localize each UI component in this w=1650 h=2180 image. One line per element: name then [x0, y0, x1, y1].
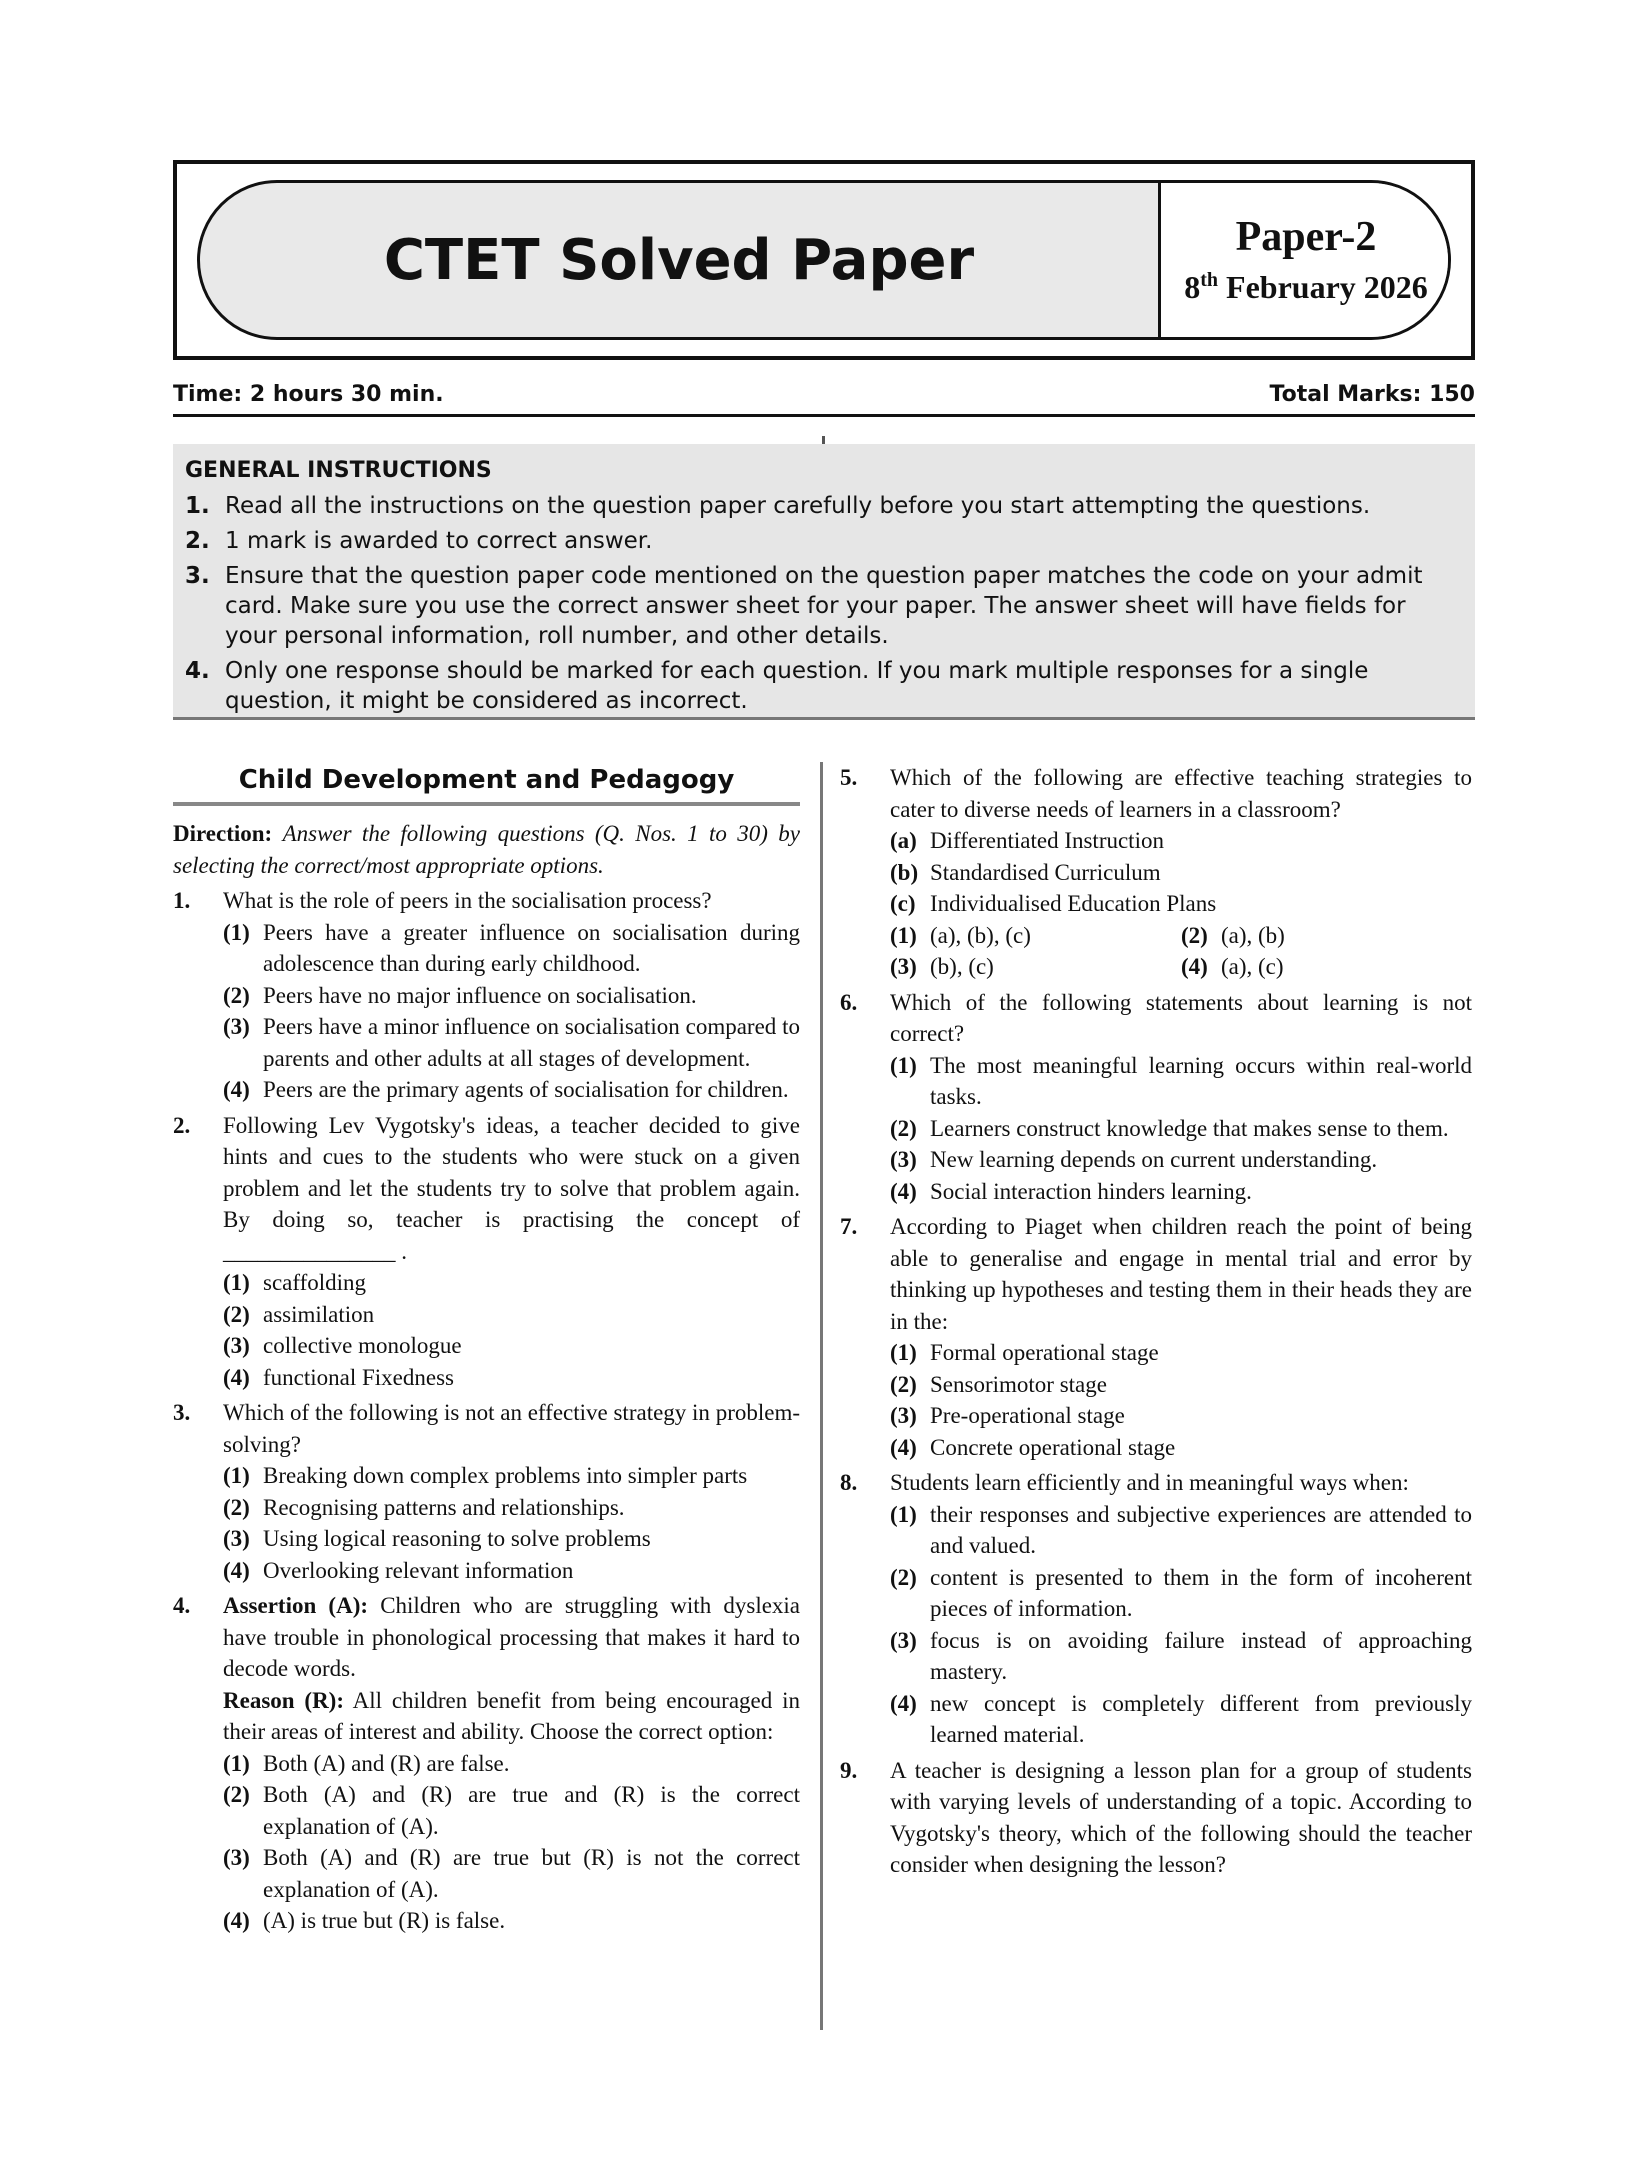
date-rest: February 2026 [1226, 268, 1428, 305]
option-label: (4) [890, 1434, 917, 1460]
option-label: (2) [890, 1371, 917, 1397]
option-text: focus is on avoiding failure instead of approaching mastery. [930, 1627, 1472, 1684]
option-label: (3) [890, 954, 917, 979]
reason-label: Reason (R): [223, 1687, 344, 1713]
answer-option [223, 1330, 800, 1362]
question-text: What is the role of peers in the socialisation process? [223, 888, 712, 913]
paper-name: Paper-2 [1235, 213, 1377, 260]
question-8 [840, 1467, 1472, 1751]
option-text: functional Fixedness [263, 1364, 454, 1390]
question-5 [840, 762, 1472, 983]
instruction-item [185, 656, 1463, 716]
section-direction [173, 818, 800, 881]
instruction-item [185, 491, 1463, 521]
option-label: (2) [223, 1301, 250, 1327]
option-text: Recognising patterns and relationships. [263, 1494, 625, 1520]
question-number: 5. [840, 765, 858, 790]
paper-info [1161, 183, 1451, 337]
question-6 [840, 987, 1472, 1208]
instruction-text: Ensure that the question paper code mentioned on the question paper matches the code on your admit card. Make sure you use the correct answer sheet for your paper. The answer sheet will have fields for your personal information, roll number, and other details. [225, 563, 1423, 649]
question-body [223, 1110, 800, 1394]
instruction-text: 1 mark is awarded to correct answer. [225, 528, 653, 554]
date-suffix: th [1200, 268, 1219, 291]
instruction-text: Read all the instructions on the question paper carefully before you start attempting the questions. [225, 493, 1371, 519]
instruction-text: Only one response should be marked for each question. If you mark multiple responses for a single question, it might be considered as incorrect. [225, 658, 1369, 714]
question-body [223, 1397, 800, 1586]
option-text: Breaking down complex problems into simpler parts [263, 1463, 748, 1488]
question-body [890, 1467, 1472, 1751]
option-label: (2) [223, 1494, 250, 1520]
option-text: (a), (b) [1221, 922, 1285, 948]
answer-option [890, 1113, 1472, 1145]
option-label: (4) [1181, 954, 1208, 979]
question-9 [840, 1755, 1472, 1881]
statement-label: (a) [890, 828, 917, 853]
option-text: Both (A) and (R) are true but (R) is not the correct explanation of (A). [263, 1845, 800, 1902]
instruction-number: 4. [185, 658, 210, 684]
question-body [890, 1211, 1472, 1463]
option-label: (3) [890, 1147, 917, 1172]
center-marker [822, 436, 825, 444]
question-text: A teacher is designing a lesson plan for a group of students with varying levels of understanding of a topic. According to Vygotsky's theory, which of the following should the teacher consider when designing the lesson? [890, 1757, 1472, 1877]
question-number: 4. [173, 1593, 191, 1618]
assertion-text: Children who are struggling with dyslexia have trouble in phonological processing that makes it hard to decode words. [223, 1593, 801, 1681]
statement-text: Standardised Curriculum [930, 859, 1161, 885]
answer-option [223, 1748, 800, 1780]
answer-option [223, 1779, 800, 1842]
time-label: Time: 2 hours 30 min. [173, 381, 444, 407]
option-label: (1) [223, 919, 250, 945]
question-text: Which of the following is not an effective strategy in problem-solving? [223, 1400, 800, 1457]
option-text: Peers are the primary agents of socialisation for children. [263, 1077, 789, 1102]
option-text: collective monologue [263, 1333, 462, 1358]
option-label: (1) [890, 1052, 917, 1078]
option-label: (1) [890, 922, 917, 948]
option-text: Overlooking relevant information [263, 1557, 574, 1583]
question-4 [173, 1590, 800, 1937]
question-text: Students learn efficiently and in meaningful ways when: [890, 1470, 1409, 1495]
statement-label: (b) [890, 859, 919, 885]
statement-text: Differentiated Instruction [930, 828, 1164, 853]
option-label: (4) [223, 1364, 250, 1390]
instruction-number: 1. [185, 493, 210, 519]
statement-item [890, 825, 1472, 857]
option-label: (1) [223, 1750, 250, 1776]
question-7 [840, 1211, 1472, 1463]
option-text: Learners construct knowledge that makes sense to them. [930, 1115, 1449, 1141]
answer-option [223, 1267, 800, 1299]
question-body [890, 987, 1472, 1208]
option-label: (1) [890, 1340, 917, 1365]
answer-option [890, 1050, 1472, 1113]
question-text: Following Lev Vygotsky's ideas, a teacher decided to give hints and cues to the students who were stuck on a given problem and let the students try to solve that problem again. By doing so, teacher is practising the concept of _______________ . [223, 1112, 800, 1264]
answer-option [890, 1562, 1472, 1625]
option-text: Concrete operational stage [930, 1434, 1176, 1460]
answer-option [1181, 920, 1472, 952]
option-text: The most meaningful learning occurs within real-world tasks. [930, 1052, 1472, 1109]
answer-option [223, 1299, 800, 1331]
question-number: 3. [173, 1400, 191, 1425]
question-3 [173, 1397, 800, 1586]
header-banner [173, 160, 1475, 360]
option-label: (3) [890, 1627, 917, 1653]
instruction-number: 3. [185, 563, 210, 589]
question-number: 9. [840, 1757, 858, 1783]
assertion-label: Assertion (A): [223, 1593, 369, 1618]
page-title: CTET Solved Paper [383, 227, 975, 293]
option-grid [890, 920, 1472, 983]
question-text: Which of the following are effective teaching strategies to cater to diverse needs of learners in a classroom? [890, 765, 1472, 822]
answer-option [223, 1842, 800, 1905]
question-number: 1. [173, 888, 191, 913]
option-label: (3) [223, 1333, 250, 1358]
option-label: (1) [890, 1501, 917, 1527]
reason [223, 1685, 800, 1748]
question-body [223, 1590, 800, 1937]
answer-option [890, 1625, 1472, 1688]
option-label: (3) [890, 1403, 917, 1428]
option-label: (4) [890, 1178, 917, 1204]
reason-text: All children benefit from being encouraged in their areas of interest and ability. [223, 1687, 800, 1744]
answer-option [890, 1176, 1472, 1208]
question-body [890, 1755, 1472, 1881]
option-label: (2) [890, 1564, 917, 1590]
option-label: (3) [223, 1014, 250, 1039]
answer-option [890, 1144, 1472, 1176]
question-body [890, 762, 1472, 983]
instruction-item [185, 526, 1463, 556]
option-label: (4) [223, 1908, 250, 1933]
answer-option [223, 1074, 800, 1106]
option-text: (A) is true but (R) is false. [263, 1908, 506, 1933]
exam-meta [173, 376, 1475, 412]
statement-text: Individualised Education Plans [930, 891, 1217, 916]
option-text: new concept is completely different from previously learned material. [930, 1690, 1472, 1747]
option-text: their responses and subjective experiences are attended to and valued. [930, 1501, 1472, 1558]
date-day: 8 [1184, 268, 1201, 305]
answer-option [890, 1688, 1472, 1751]
question-body [223, 885, 800, 1106]
option-text: (a), (c) [1221, 954, 1284, 979]
option-label: (4) [223, 1557, 250, 1583]
option-text: Sensorimotor stage [930, 1371, 1107, 1397]
answer-option [890, 951, 1181, 983]
question-text: Which of the following statements about learning is not correct? [890, 989, 1472, 1046]
question-2 [173, 1110, 800, 1394]
question-number: 6. [840, 989, 858, 1015]
answer-option [223, 917, 800, 980]
left-column [173, 762, 800, 1941]
option-text: Both (A) and (R) are true and (R) is the correct explanation of (A). [263, 1782, 800, 1839]
statement-item [890, 888, 1472, 920]
meta-divider [173, 414, 1475, 417]
answer-option [223, 980, 800, 1012]
marks-label: Total Marks: 150 [1269, 381, 1475, 407]
answer-option [223, 1523, 800, 1555]
option-label: (3) [223, 1526, 250, 1551]
option-label: (1) [223, 1270, 250, 1295]
option-label: (4) [223, 1077, 250, 1102]
answer-option [223, 1460, 800, 1492]
option-text: Peers have a minor influence on socialisation compared to parents and other adults at all stages of development. [263, 1014, 800, 1071]
question-number: 8. [840, 1470, 858, 1495]
answer-option [890, 1400, 1472, 1432]
column-divider [820, 762, 823, 2030]
option-text: assimilation [263, 1301, 375, 1327]
question-number: 2. [173, 1112, 191, 1138]
answer-option [890, 1432, 1472, 1464]
direction-label: Direction: [173, 821, 273, 846]
answer-option [223, 1555, 800, 1587]
answer-option [223, 1905, 800, 1937]
choose-prompt: Choose the correct option: [529, 1719, 774, 1744]
option-text: (a), (b), (c) [930, 922, 1031, 948]
option-label: (4) [890, 1690, 917, 1716]
answer-option [890, 1369, 1472, 1401]
option-text: Peers have no major influence on socialisation. [263, 982, 697, 1008]
option-label: (3) [223, 1845, 250, 1870]
section-title: Child Development and Pedagogy [173, 762, 800, 806]
option-label: (2) [890, 1115, 917, 1141]
option-text: scaffolding [263, 1270, 367, 1295]
option-text: Peers have a greater influence on socialisation during adolescence than during early childhood. [263, 919, 800, 976]
option-text: Pre-operational stage [930, 1403, 1125, 1428]
option-label: (1) [223, 1463, 250, 1488]
paper-date [1184, 260, 1428, 307]
answer-option [223, 1362, 800, 1394]
instruction-item [185, 561, 1463, 651]
question-number: 7. [840, 1214, 858, 1239]
option-text: Both (A) and (R) are false. [263, 1750, 510, 1776]
answer-option [223, 1011, 800, 1074]
answer-option [890, 1499, 1472, 1562]
direction-text: Answer the following questions (Q. Nos. 1 to 30) by selecting the correct/most appropriate options. [173, 821, 800, 878]
option-label: (2) [1181, 922, 1208, 948]
option-label: (2) [223, 982, 250, 1008]
option-text: Using logical reasoning to solve problems [263, 1526, 651, 1551]
option-text: New learning depends on current understanding. [930, 1147, 1378, 1172]
answer-option [890, 1337, 1472, 1369]
statement-label: (c) [890, 891, 916, 916]
right-column [840, 762, 1472, 1885]
option-text: Social interaction hinders learning. [930, 1178, 1252, 1204]
question-text: According to Piaget when children reach the point of being able to generalise and engage in mental trial and error by thinking up hypotheses and testing them in their heads they are in the: [890, 1214, 1472, 1334]
header-pill [197, 180, 1451, 340]
option-text: Formal operational stage [930, 1340, 1159, 1365]
question-1 [173, 885, 800, 1106]
option-text: content is presented to them in the form of incoherent pieces of information. [930, 1564, 1472, 1621]
instructions-heading: GENERAL INSTRUCTIONS [185, 458, 492, 483]
answer-option [223, 1492, 800, 1524]
option-label: (2) [223, 1782, 250, 1807]
answer-option [890, 920, 1181, 952]
assertion [223, 1590, 800, 1685]
instruction-number: 2. [185, 528, 210, 554]
answer-option [1181, 951, 1472, 983]
statement-item [890, 857, 1472, 889]
option-text: (b), (c) [930, 954, 994, 979]
general-instructions [173, 444, 1475, 720]
